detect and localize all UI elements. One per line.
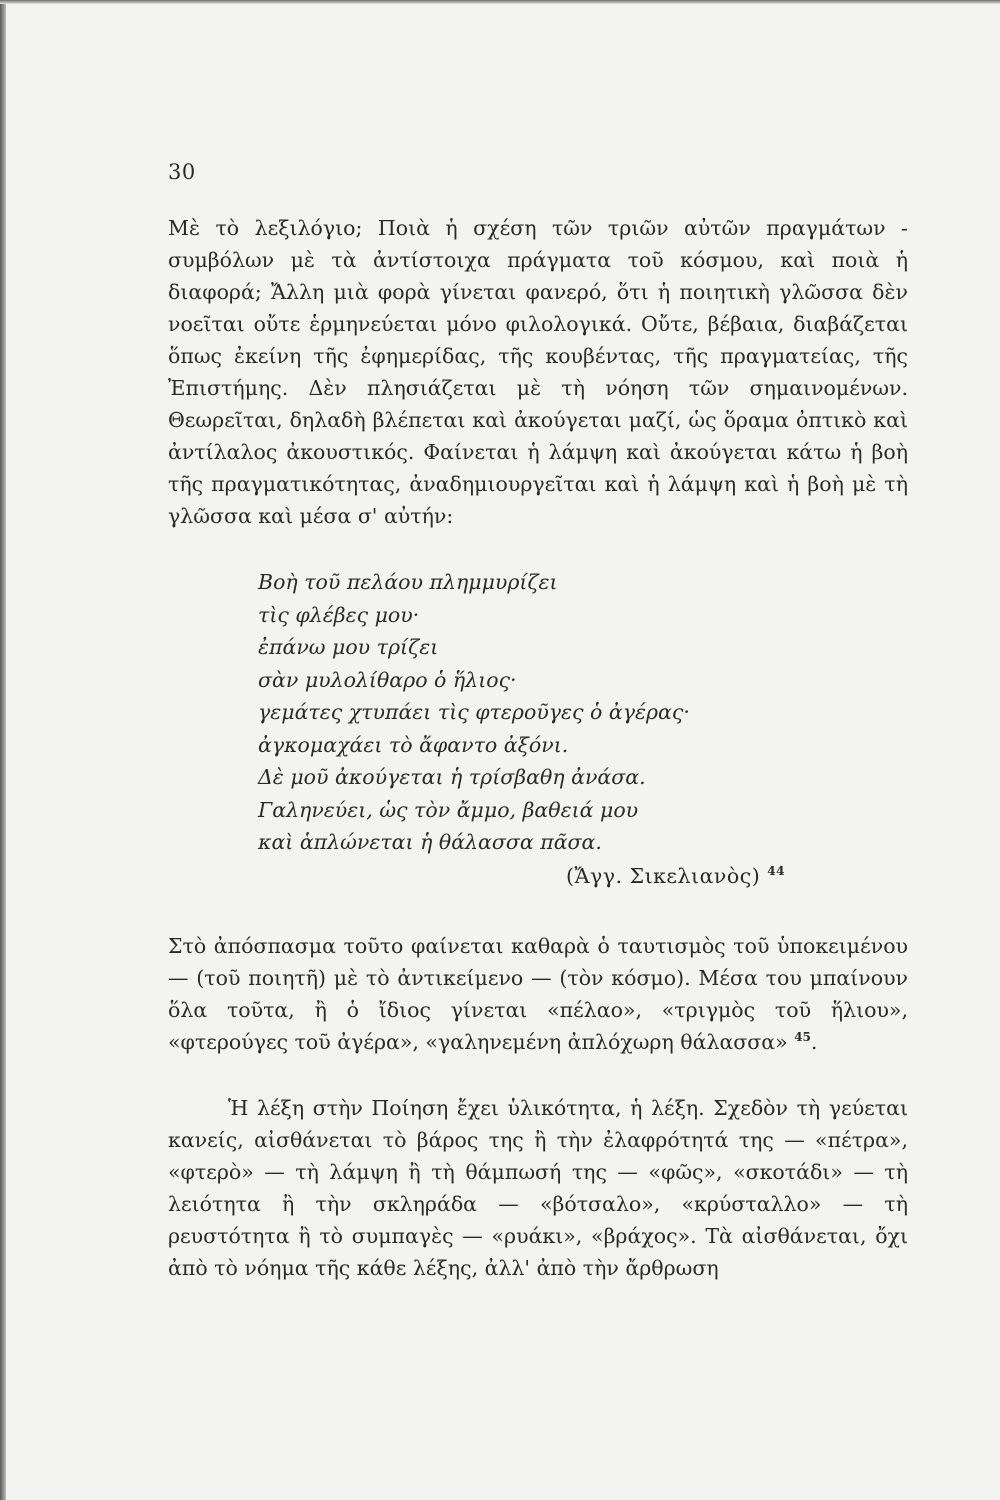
poem-attribution	[566, 864, 785, 888]
poem-line: Δὲ μοῦ ἀκούγεται ἡ τρίσβαθη ἀνάσα.	[258, 765, 646, 789]
attribution-text: (Ἄγγ. Σικελιανὸς)	[566, 864, 761, 888]
paragraph-word-text: Ἡ λέξη στὴν Ποίηση ἔχει ὑλικότητα, ἡ λέξη. Σχεδὸν τὴ γεύεται κανείς, αἰσθάνεται τὸ βάρος της ἢ τὴν ἐλαφρότητά της — «πέτρα», «φτερὸ» — τὴ λάμψη ἢ τὴ θάμπωσή της — «φῶς», «σκοτάδι» — τὴ λειότητα ἢ τὴν σκληράδα — «βότσαλο», «κρύσταλλο» — τὴ ρευστότητα ἢ τὸ συμπαγὲς — «ρυάκι», «βράχος». Τὰ αἰσθάνεται, ὄχι ἀπὸ τὸ νόημα τῆς κάθε λέξης, ἀλλ' ἀπὸ τὴν ἄρθρωση	[168, 1096, 908, 1280]
poem-line: γεμάτες χτυπάει τὶς φτεροῦγες ὁ ἀγέρας·	[258, 700, 690, 724]
analysis-end: .	[810, 1030, 818, 1054]
poem-line: Γαληνεύει, ὡς τὸν ἄμμο, βαθειά μου	[258, 797, 639, 822]
analysis-text: Στὸ ἀπόσπασμα τοῦτο φαίνεται καθαρὰ ὁ ταυτισμὸς τοῦ ὑποκειμένου — (τοῦ ποιητῆ) μὲ τὸ ἀντικείμενο — (τὸν κόσμο). Μέσα του μπαίνουν ὅλα τοῦτα, ἢ ὁ ἴδιος γίνεται «πέλαο», «τριγμὸς τοῦ ἥλιου», «φτερούγες τοῦ ἀγέρα», «γαληνεμένη ἀπλόχωρη θάλασσα»	[168, 934, 908, 1054]
poem-line: τὶς φλέβες μου·	[258, 602, 420, 627]
paragraph-intro-text: Μὲ τὸ λεξιλόγιο; Ποιὰ ἡ σχέση τῶν τριῶν αὐτῶν πραγμάτων - συμβόλων μὲ τὰ ἀντίστοιχα πράγματα τοῦ κόσμου, καὶ ποιὰ ἡ διαφορά; Ἄλλη μιὰ φορὰ γίνεται φανερό, ὅτι ἡ ποιητικὴ γλῶσσα δὲν νοεῖται οὔτε ἑρμηνεύεται μόνο φιλολογικά. Οὔτε, βέβαια, διαβάζεται ὅπως ἐκείνη τῆς ἐφημερίδας, τῆς κουβέντας, τῆς πραγματείας, τῆς Ἐπιστήμης. Δὲν πλησιάζεται μὲ τὴ νόηση τῶν σημαινομένων. Θεωρεῖται, δηλαδὴ βλέπεται καὶ ἀκούγεται μαζί, ὡς ὅραμα ὀπτικὸ καὶ ἀντίλαλος ἀκουστικός. Φαίνεται ἡ λάμψη καὶ ἀκούγεται κάτω ἡ βοὴ τῆς πραγματικότητας, ἀναδημιουργεῖται καὶ ἡ λάμψη καὶ ἡ βοὴ μὲ τὴ γλῶσσα καὶ μέσα σ' αὐτήν:	[168, 216, 908, 528]
paragraph-word	[168, 1092, 908, 1284]
paragraph-intro	[168, 212, 908, 532]
footnote-ref-44: 44	[767, 864, 785, 879]
scan-edge-left	[0, 0, 6, 1500]
paragraph-analysis-text	[168, 930, 908, 1058]
poem-quote	[258, 566, 690, 859]
poem-line: ἐπάνω μου τρίζει	[258, 635, 439, 659]
paragraph-analysis	[168, 930, 908, 1058]
poem-line: καὶ ἁπλώνεται ἡ θάλασσα πᾶσα.	[258, 830, 602, 854]
poem-line: σὰν μυλολίθαρο ὁ ἥλιος·	[258, 667, 517, 692]
poem-line: Βοὴ τοῦ πελάου πλημμυρίζει	[258, 570, 558, 594]
footnote-ref-45: 45	[794, 1030, 811, 1045]
page-number: 30	[168, 160, 196, 184]
scan-edge-top	[0, 0, 1000, 4]
poem-line: ἀγκομαχάει τὸ ἄφαντο ἀξόνι.	[258, 732, 569, 757]
